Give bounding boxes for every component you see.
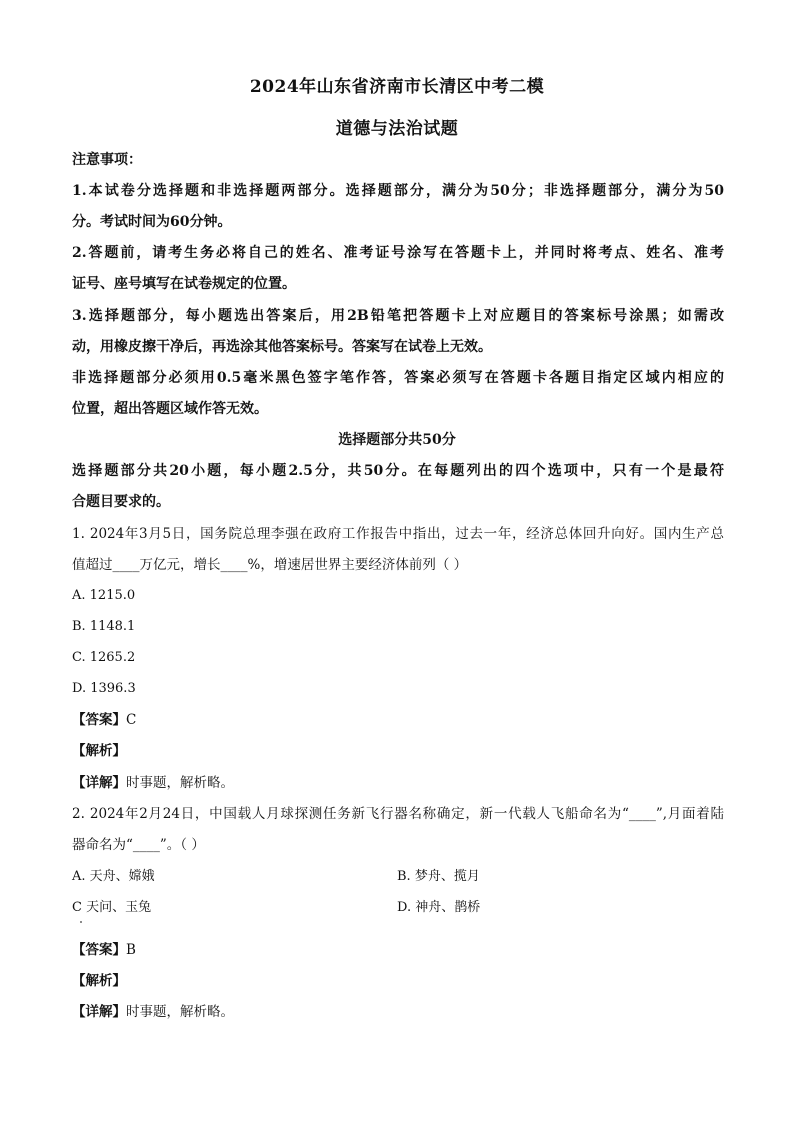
notice-item1-line1: 1.本试卷分选择题和非选择题两部分。选择题部分，满分为50分；非选择题部分，满分为50 [72, 183, 724, 199]
notice-item4-line1: 非选择题部分必须用0.5毫米黑色签字笔作答，答案必须写在答题卡各题目指定区域内相应的 [72, 370, 724, 386]
notice-item2-line1: 2.答题前，请考生务必将自己的姓名、准考证号涂写在答题卡上，并同时将考点、姓名、准考 [72, 245, 724, 261]
section-heading: 选择题部分共50分 [338, 432, 456, 448]
q2-option-d: D. 神舟、鹊桥 [397, 900, 481, 915]
q1-analysis-tag: 【解析】 [72, 743, 126, 759]
notice-item3-line1: 3.选择题部分，每小题选出答案后，用2B铅笔把答题卡上对应题目的答案标号涂黑；如需改 [72, 308, 724, 324]
q2-answer-tag: 【答案】 [72, 942, 126, 958]
section-desc-line1: 选择题部分共20小题，每小题2.5分，共50分。在每题列出的四个选项中，只有一个是最符 [72, 463, 724, 479]
notice-item4-line2: 位置，超出答题区域作答无效。 [72, 401, 268, 417]
section-desc-line2: 合题目要求的。 [72, 494, 170, 510]
exam-title: 2024年山东省济南市长清区中考二模 [249, 77, 545, 97]
q2-option-b: B. 梦舟、揽月 [397, 869, 480, 884]
q1-stem-line2: 值超过____万亿元，增长____%，增速居世界主要经济体前列（ ） [72, 557, 468, 573]
q1-answer-tag: 【答案】 [72, 712, 126, 728]
notice-heading: 注意事项： [72, 152, 142, 168]
stray-dot [80, 921, 82, 923]
q1-detail [72, 773, 724, 793]
notice-item2-line2: 证号、座号填写在试卷规定的位置。 [72, 276, 296, 292]
q2-stem-line2: 器命名为“____”。（ ） [72, 837, 205, 853]
q2-detail [72, 1002, 724, 1022]
q1-option-a: A. 1215.0 [72, 588, 136, 603]
q1-analysis [72, 741, 724, 761]
q1-option-b: B. 1148.1 [72, 619, 136, 634]
q2-stem-line1: 2. 2024年2月24日，中国载人月球探测任务新飞行器名称确定，新一代载人飞船命名为“____”,月面着陆 [72, 806, 724, 822]
q1-detail-tag: 【详解】 [72, 775, 126, 791]
q2-answer [72, 940, 724, 960]
notice-item3-line2: 动，用橡皮擦干净后，再选涂其他答案标号。答案写在试卷上无效。 [72, 339, 492, 355]
q1-option-c: C. 1265.2 [72, 650, 136, 665]
q1-answer [72, 710, 724, 730]
q1-stem-line1: 1. 2024年3月5日，国务院总理李强在政府工作报告中指出，过去一年，经济总体回升向好。国内生产总 [72, 526, 724, 542]
q2-option-c: C 天问、玉兔 [72, 900, 152, 915]
notice-item1-line2: 分。考试时间为60分钟。 [72, 214, 232, 230]
exam-subtitle: 道德与法治试题 [335, 119, 459, 139]
q1-answer-value: C [126, 712, 137, 728]
q2-option-a: A. 天舟、嫦娥 [72, 869, 155, 884]
q2-analysis-tag: 【解析】 [72, 973, 126, 989]
q1-option-d: D. 1396.3 [72, 681, 136, 696]
q2-analysis [72, 971, 724, 991]
q2-detail-tag: 【详解】 [72, 1004, 126, 1020]
q1-detail-text: 时事题，解析略。 [126, 775, 234, 791]
q2-answer-value: B [126, 942, 136, 958]
q2-detail-text: 时事题，解析略。 [126, 1004, 234, 1020]
